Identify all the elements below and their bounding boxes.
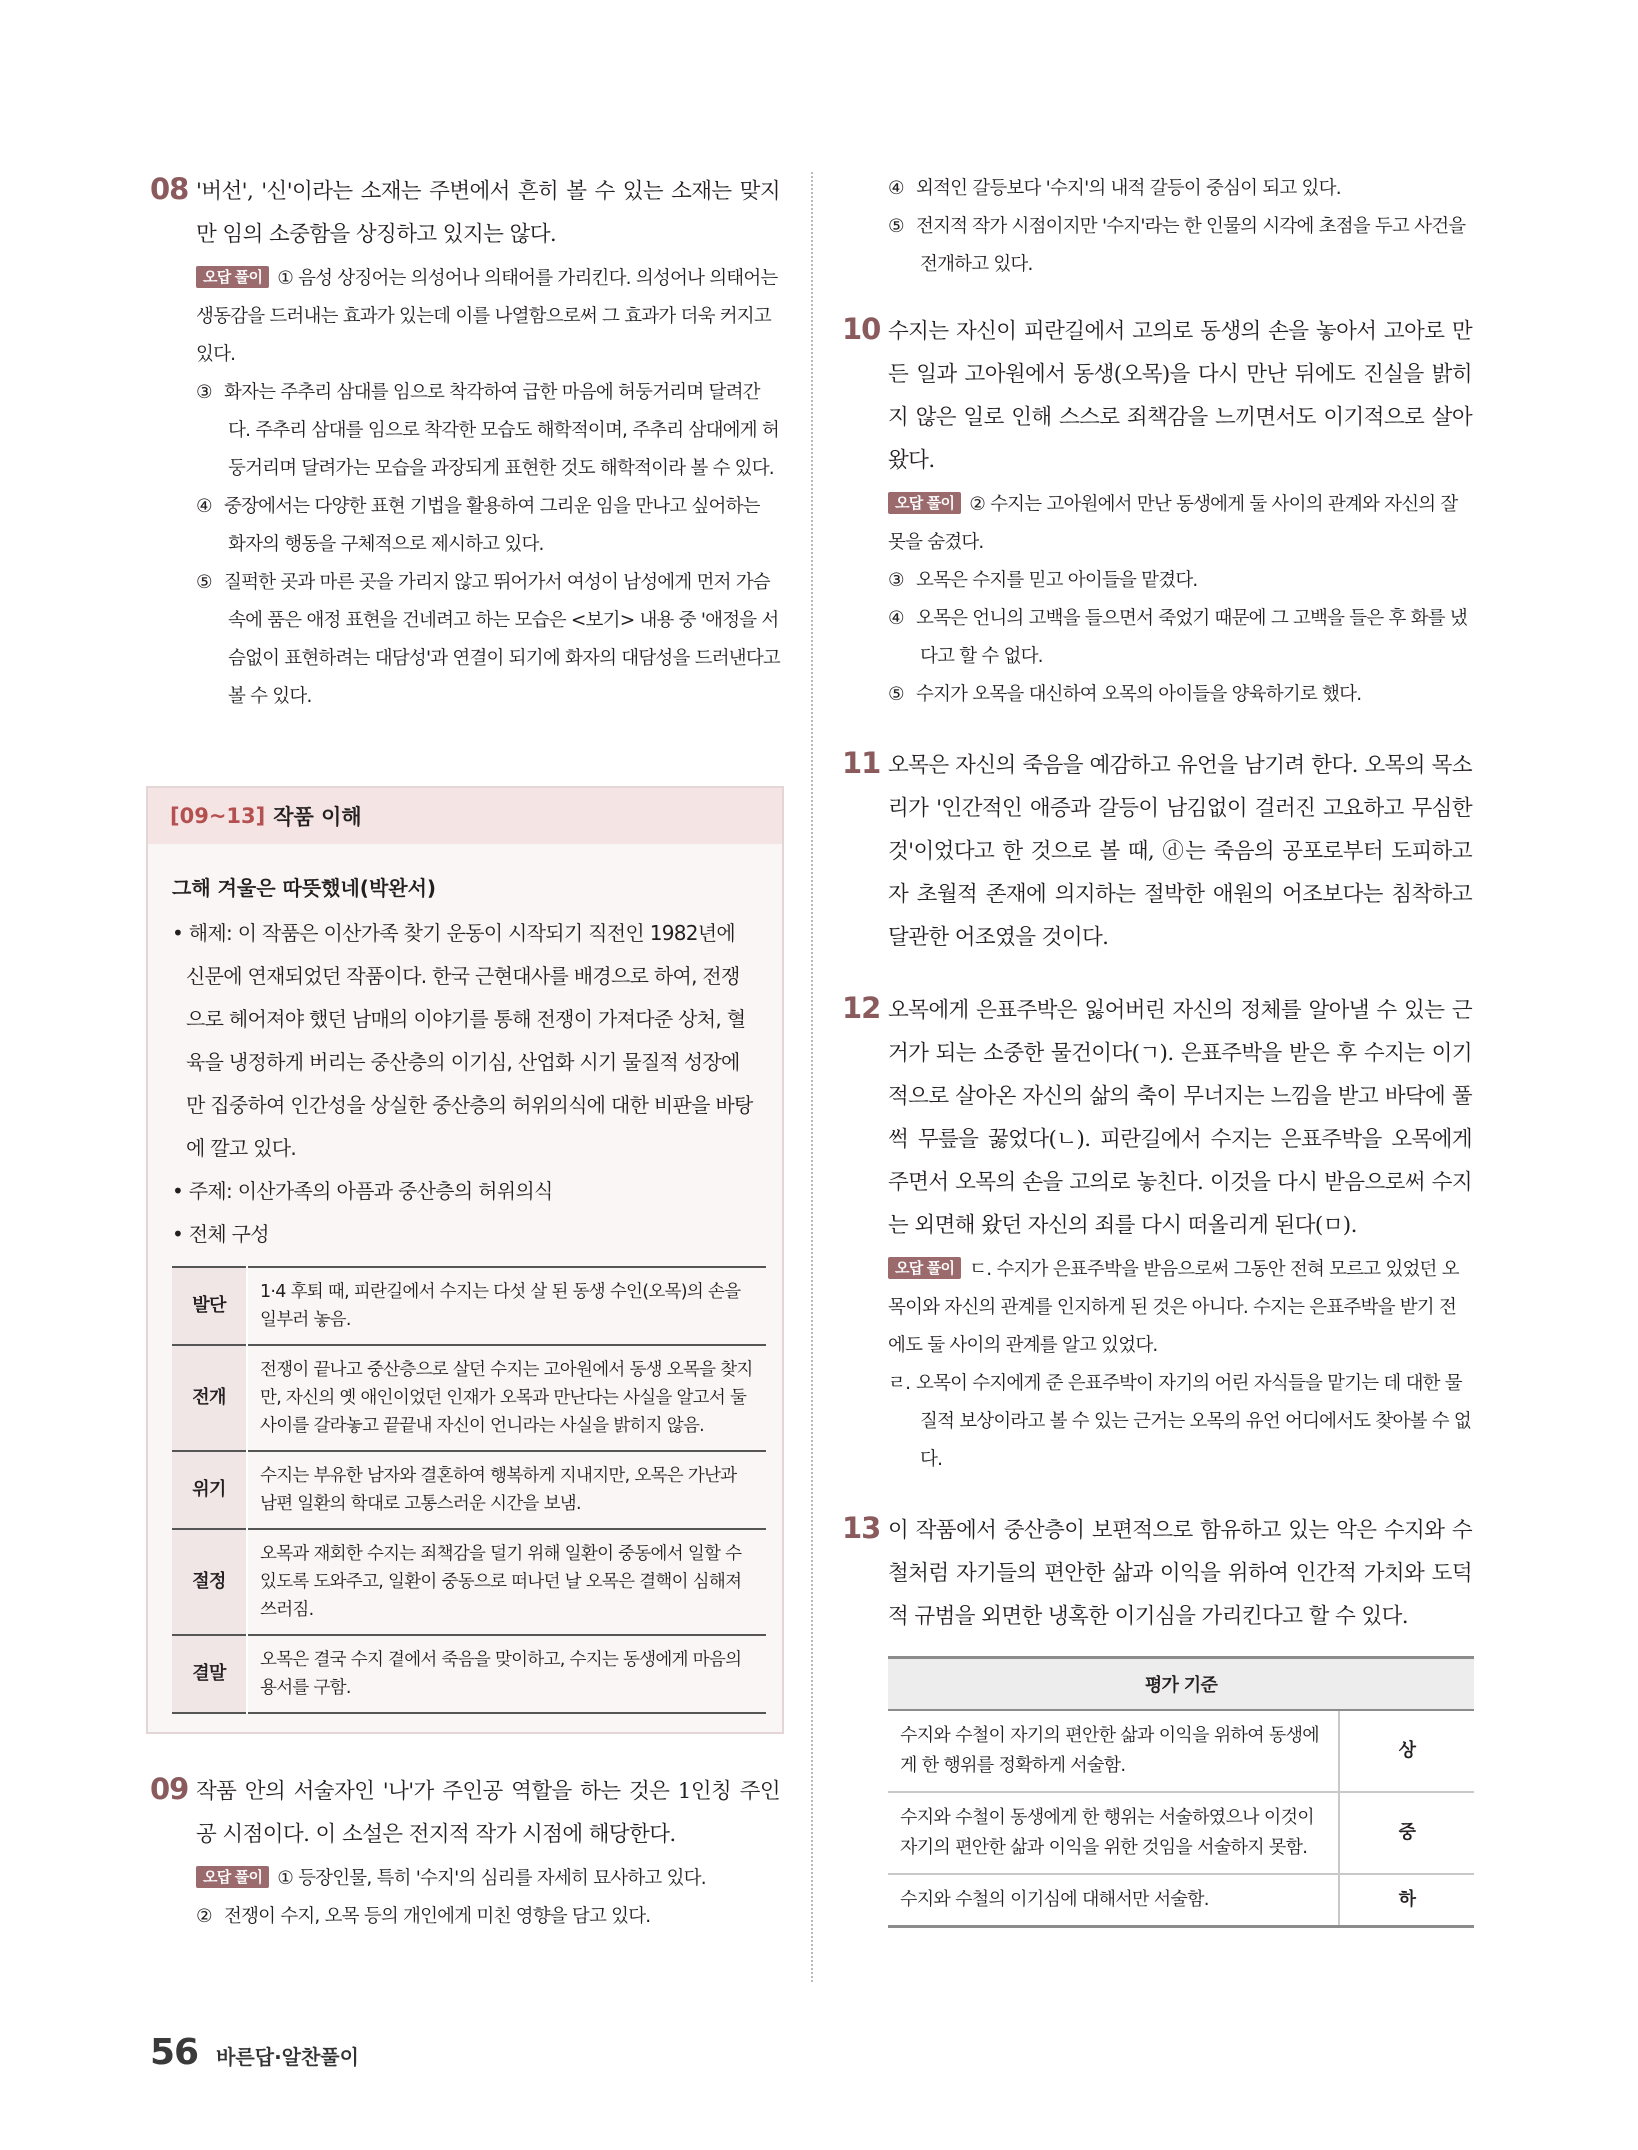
- criterion-text: 수지와 수철의 이기심에 대해서만 서술함.: [888, 1874, 1339, 1927]
- item-text: 오목이 수지에게 준 은표주박이 자기의 어린 자식들을 맡기는 데 대한 물질적 보상이라고 볼 수 있는 근거는 오목의 유언 어디에서도 찾아볼 수 없다.: [916, 1373, 1471, 1470]
- table-row: [172, 1451, 766, 1529]
- item-mark: ③: [888, 570, 904, 591]
- question-09-continued: [842, 170, 1472, 284]
- answer-text: '버선', '신'이라는 소재는 주변에서 흔히 볼 수 있는 소재는 맞지만 임의 소중함을 상징하고 있지는 않다.: [196, 179, 780, 247]
- explanation-item: [888, 600, 1472, 676]
- wrong-answer-explanation: [888, 170, 1472, 284]
- question-09: [150, 1770, 780, 1936]
- criterion-grade: 중: [1339, 1792, 1474, 1874]
- page-number: 56: [150, 2032, 199, 2073]
- item-mark: ④: [888, 178, 904, 199]
- item-text: 수지가 은표주박을 받음으로써 그동안 전혀 모르고 있었던 오목이와 자신의 관계를 인지하게 된 것은 아니다. 수지는 은표주박을 받기 전에도 둘 사이의 관계를 알고 있었다.: [888, 1259, 1459, 1356]
- question-12: [842, 989, 1472, 1479]
- item-mark: ③: [196, 382, 212, 403]
- question-number: 09: [150, 1772, 189, 1806]
- wrong-answer-badge: 오답 풀이: [196, 1866, 269, 1888]
- stage-text: 전쟁이 끝나고 중산층으로 살던 수지는 고아원에서 동생 오목을 찾지만, 자신의 옛 애인이었던 인재가 오목과 만난다는 사실을 알고서 둘 사이를 갈라놓고 끝끝내 자신이 언니라는 사실을 밝히지 않음.: [247, 1345, 766, 1451]
- item-mark: ㄹ.: [888, 1373, 911, 1394]
- table-header-row: [888, 1658, 1474, 1711]
- plot-structure-table: [172, 1266, 766, 1714]
- wrong-answer-badge: 오답 풀이: [888, 492, 961, 514]
- item-text: 등장인물, 특히 '수지'의 심리를 자세히 묘사하고 있다.: [298, 1868, 706, 1889]
- item-text: 전지적 작가 시점이지만 '수지'라는 한 인물의 시각에 초점을 두고 사건을 전개하고 있다.: [916, 216, 1466, 275]
- stage-text: 오목과 재회한 수지는 죄책감을 덜기 위해 일환이 중동에서 일할 수 있도록 도와주고, 일환이 중동으로 떠나던 날 오목은 결핵이 심해져 쓰러짐.: [247, 1529, 766, 1635]
- wrong-answer-explanation: [888, 1251, 1472, 1479]
- stage-label: 절정: [172, 1529, 247, 1635]
- explanation-item: [888, 1251, 1472, 1365]
- item-mark: ②: [196, 1906, 212, 1927]
- left-column: [150, 170, 780, 1966]
- summary-bullet: • 해제: 이 작품은 이산가족 찾기 운동이 시작되기 직전인 1982년에 신문에 연재되었던 작품이다. 한국 근현대사를 배경으로 하여, 전쟁으로 헤어져야 했던 남매의 이야기를 통해 전쟁이 가져다준 상처, 혈육을 냉정하게 버리는 중산층의 이기심, 산업화 시기 물질적 성장에만 집중하여 인간성을 상실한 중산층의 허위의식에 대한 비판을 바탕에 깔고 있다.: [172, 921, 753, 1160]
- question-number: 13: [842, 1511, 881, 1545]
- item-mark: ⑤: [196, 572, 212, 593]
- column-divider: [811, 172, 813, 1982]
- item-text: 음성 상징어는 의성어나 의태어를 가리킨다. 의성어나 의태어는 생동감을 드러내는 효과가 있는데 이를 나열함으로써 그 효과가 더욱 커지고 있다.: [196, 268, 778, 365]
- question-number: 11: [842, 746, 881, 780]
- stage-text: 1·4 후퇴 때, 피란길에서 수지는 다섯 살 된 동생 수인(오목)의 손을 일부러 놓음.: [247, 1267, 766, 1345]
- explanation-item: [888, 676, 1472, 714]
- wrong-answer-badge: 오답 풀이: [888, 1257, 961, 1279]
- item-text: 수지가 오목을 대신하여 오목의 아이들을 양육하기로 했다.: [916, 684, 1362, 705]
- question-number: 12: [842, 991, 881, 1025]
- evaluation-criteria-table: [888, 1656, 1474, 1928]
- question-number: 10: [842, 312, 881, 346]
- stage-text: 수지는 부유한 남자와 결혼하여 행복하게 지내지만, 오목은 가난과 남편 일환의 학대로 고통스러운 시간을 보냄.: [247, 1451, 766, 1529]
- item-text: 수지는 고아원에서 만난 동생에게 둘 사이의 관계와 자신의 잘못을 숨겼다.: [888, 494, 1458, 553]
- item-mark: ㄷ.: [969, 1259, 992, 1280]
- explanation-item: [888, 170, 1472, 208]
- item-mark: ④: [196, 496, 212, 517]
- table-header: 평가 기준: [888, 1658, 1474, 1711]
- criterion-grade: 상: [1339, 1710, 1474, 1792]
- question-11: [842, 744, 1472, 959]
- right-column: [842, 170, 1472, 1958]
- explanation-item: [888, 1365, 1472, 1479]
- stage-label: 전개: [172, 1345, 247, 1451]
- explanation-item: [196, 488, 780, 564]
- table-row: [888, 1710, 1474, 1792]
- wrong-answer-badge: 오답 풀이: [196, 266, 269, 288]
- wrong-answer-explanation: [196, 1860, 780, 1936]
- item-text: 전쟁이 수지, 오목 등의 개인에게 미친 영향을 담고 있다.: [224, 1906, 651, 1927]
- box-title: 작품 이해: [273, 805, 362, 829]
- structure-bullet: • 전체 구성: [172, 1222, 269, 1246]
- table-row: [172, 1345, 766, 1451]
- item-text: 오목은 수지를 믿고 아이들을 맡겼다.: [916, 570, 1198, 591]
- item-mark: ④: [888, 608, 904, 629]
- explanation-item: [196, 374, 780, 488]
- criterion-text: 수지와 수철이 동생에게 한 행위는 서술하였으나 이것이 자기의 편안한 삶과 이익을 위한 것임을 서술하지 못함.: [888, 1792, 1339, 1874]
- explanation-item: [196, 1898, 780, 1936]
- table-row: [172, 1267, 766, 1345]
- answer-text: 오목에게 은표주박은 잃어버린 자신의 정체를 알아낼 수 있는 근거가 되는 소중한 물건이다(ㄱ). 은표주박을 받은 후 수지는 이기적으로 살아온 자신의 삶의 축이 무너지는 느낌을 받고 바닥에 풀썩 무릎을 꿇었다(ㄴ). 피란길에서 수지는 은표주박을 오목에게 주면서 오목의 손을 고의로 놓친다. 이것을 다시 받음으로써 수지는 외면해 왔던 자신의 죄를 다시 떠올리게 된다(ㅁ).: [888, 998, 1472, 1238]
- stage-label: 위기: [172, 1451, 247, 1529]
- answer-text: 작품 안의 서술자인 '나'가 주인공 역할을 하는 것은 1인칭 주인공 시점이다. 이 소설은 전지적 작가 시점에 해당한다.: [196, 1779, 780, 1847]
- item-text: 질퍽한 곳과 마른 곳을 가리지 않고 뛰어가서 여성이 남성에게 먼저 가슴 속에 품은 애정 표현을 건네려고 하는 모습은 <보기> 내용 중 '애정을 서슴없이 표현하려는 대담성'과 연결이 되기에 화자의 대담성을 드러낸다고 볼 수 있다.: [224, 572, 780, 707]
- item-mark: ②: [969, 494, 985, 515]
- stage-label: 발단: [172, 1267, 247, 1345]
- item-text: 화자는 주추리 삼대를 임으로 착각하여 급한 마음에 허둥거리며 달려간다. 주추리 삼대를 임으로 착각한 모습도 해학적이며, 주추리 삼대에게 허둥거리며 달려가는 모습을 과장되게 표현한 것도 해학적이라 볼 수 있다.: [224, 382, 779, 479]
- question-08: [150, 170, 780, 716]
- table-row: [172, 1635, 766, 1713]
- item-text: 오목은 언니의 고백을 들으면서 죽었기 때문에 그 고백을 들은 후 화를 냈다고 할 수 없다.: [916, 608, 1467, 667]
- question-number: 08: [150, 172, 189, 206]
- item-text: 외적인 갈등보다 '수지'의 내적 갈등이 중심이 되고 있다.: [916, 178, 1341, 199]
- item-text: 중장에서는 다양한 표현 기법을 활용하여 그리운 임을 만나고 싶어하는 화자의 행동을 구체적으로 제시하고 있다.: [224, 496, 760, 555]
- answer-text: 오목은 자신의 죽음을 예감하고 유언을 남기려 한다. 오목의 목소리가 '인간적인 애증과 갈등이 남김없이 걸러진 고요하고 무심한 것'이었다고 한 것으로 볼 때, ⓓ는 죽음의 공포로부터 도피하고자 초월적 존재에 의지하는 절박한 애원의 어조보다는 침착하고 달관한 어조였을 것이다.: [888, 753, 1472, 950]
- question-13: [842, 1509, 1472, 1928]
- explanation-item: [196, 260, 780, 374]
- explanation-item: [888, 562, 1472, 600]
- item-mark: ⑤: [888, 684, 904, 705]
- table-row: [888, 1874, 1474, 1927]
- work-understanding-box: [146, 786, 784, 1734]
- answer-text: 수지는 자신이 피란길에서 고의로 동생의 손을 놓아서 고아로 만든 일과 고아원에서 동생(오목)을 다시 만난 뒤에도 진실을 밝히지 않은 일로 인해 스스로 죄책감을 느끼면서도 이기적으로 살아왔다.: [888, 319, 1472, 473]
- book-section-name: 바른답·알찬풀이: [216, 2045, 359, 2069]
- stage-text: 오목은 결국 수지 곁에서 죽음을 맞이하고, 수지는 동생에게 마음의 용서를 구함.: [247, 1635, 766, 1713]
- criterion-grade: 하: [1339, 1874, 1474, 1927]
- wrong-answer-explanation: [888, 486, 1472, 714]
- explanation-item: [196, 1860, 780, 1898]
- table-row: [172, 1529, 766, 1635]
- item-mark: ①: [277, 268, 293, 289]
- explanation-item: [888, 486, 1472, 562]
- explanation-item: [888, 208, 1472, 284]
- stage-label: 결말: [172, 1635, 247, 1713]
- box-range-tag: [09~13]: [170, 804, 266, 828]
- wrong-answer-explanation: [196, 260, 780, 716]
- criterion-text: 수지와 수철이 자기의 편안한 삶과 이익을 위하여 동생에게 한 행위를 정확하게 서술함.: [888, 1710, 1339, 1792]
- item-mark: ⑤: [888, 216, 904, 237]
- theme-bullet: • 주제: 이산가족의 아픔과 중산층의 허위의식: [172, 1179, 553, 1203]
- work-title: 그해 겨울은 따뜻했네(박완서): [172, 876, 437, 900]
- question-10: [842, 310, 1472, 714]
- item-mark: ①: [277, 1868, 293, 1889]
- box-header: [148, 788, 782, 844]
- table-row: [888, 1792, 1474, 1874]
- answer-text: 이 작품에서 중산층이 보편적으로 함유하고 있는 악은 수지와 수철처럼 자기들의 편안한 삶과 이익을 위하여 인간적 가치와 도덕적 규범을 외면한 냉혹한 이기심을 가리킨다고 할 수 있다.: [888, 1518, 1472, 1629]
- page-footer: [150, 2032, 359, 2073]
- explanation-item: [196, 564, 780, 716]
